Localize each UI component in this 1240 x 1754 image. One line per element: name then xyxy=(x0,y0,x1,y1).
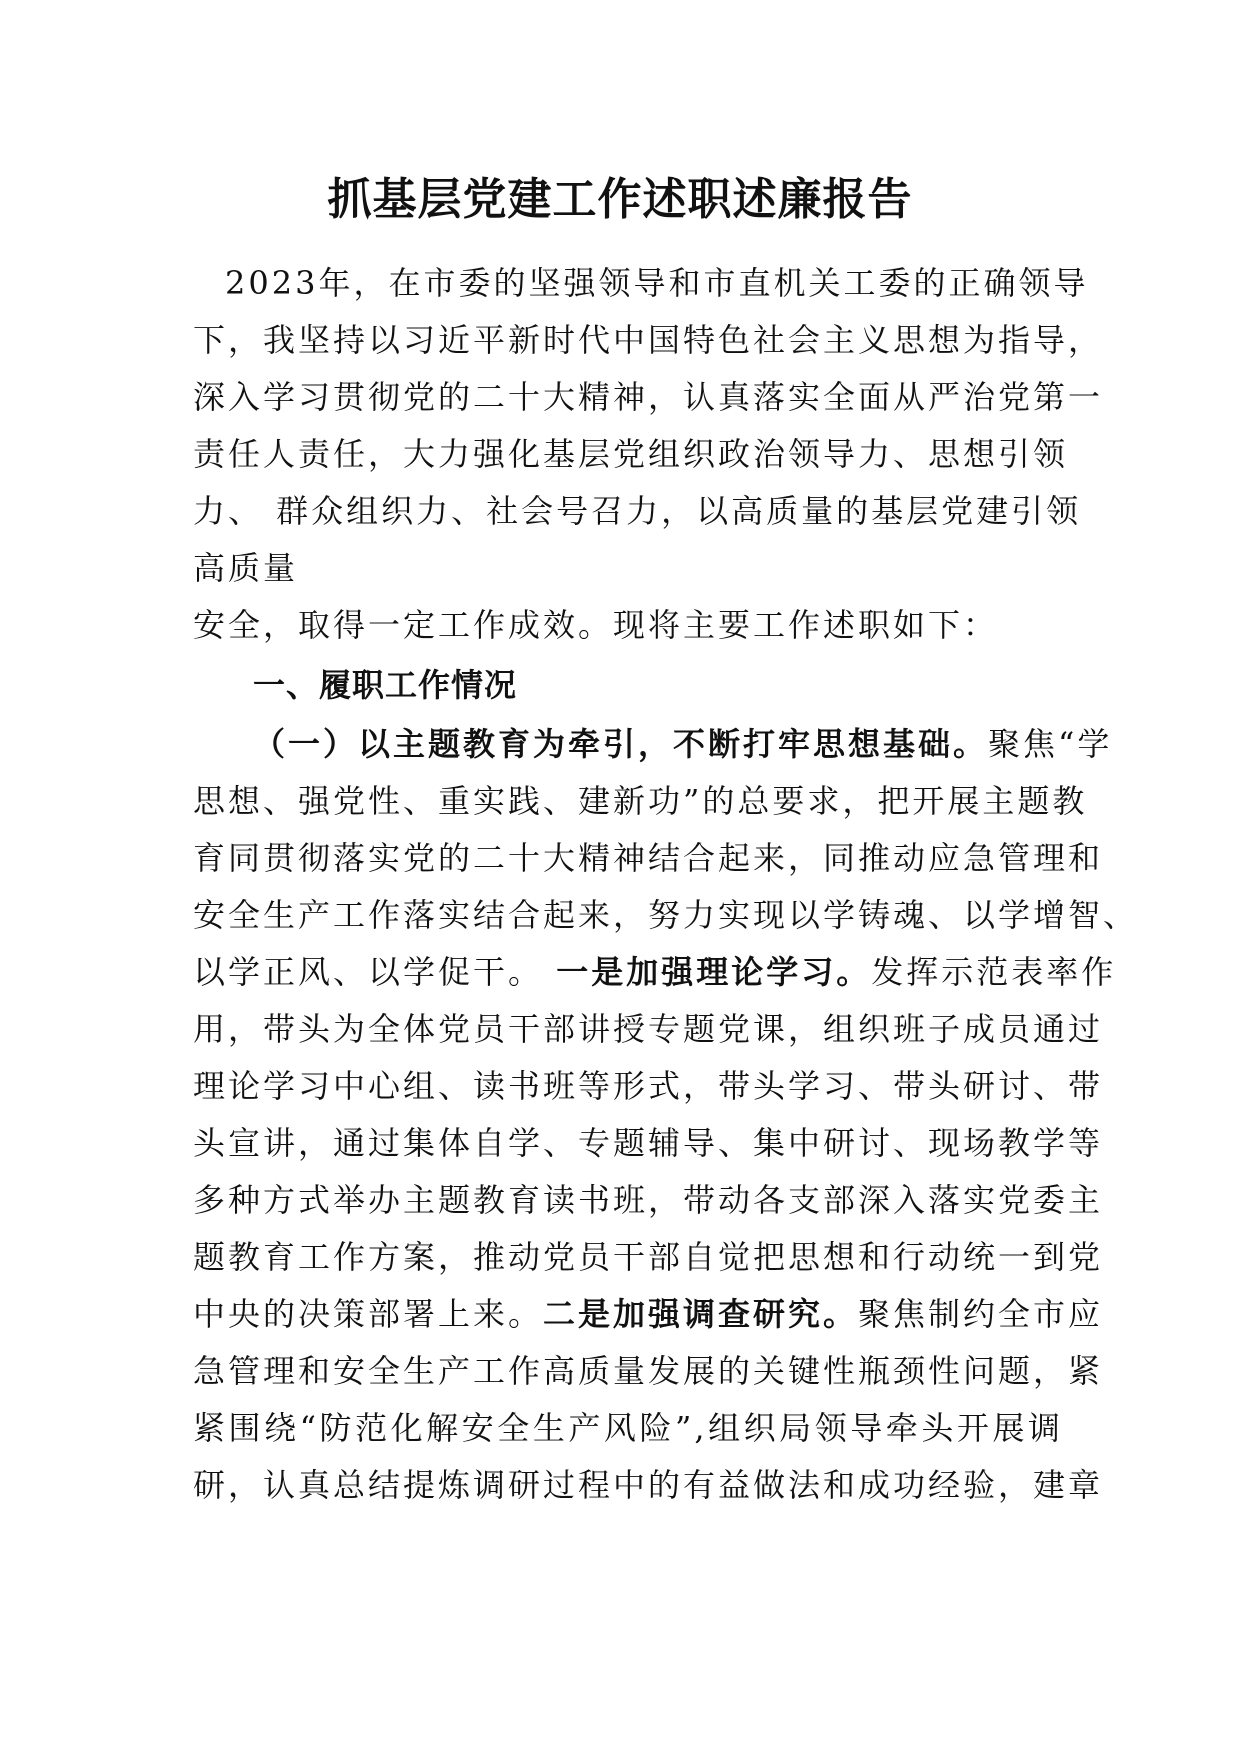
paragraph-line: 深入学习贯彻党的二十大精神，认真落实全面从严治党第一 xyxy=(193,378,1104,416)
paragraph-line: 题教育工作方案，推动党员干部自觉把思想和行动统一到党 xyxy=(193,1238,1104,1276)
paragraph-line: 思想、强党性、重实践、建新功”的总要求，把开展主题教 xyxy=(193,782,1088,820)
document-title: 抓基层党建工作述职述廉报告 xyxy=(327,174,913,225)
paragraph-line: 紧围绕“防范化解安全生产风险”,组织局领导牵头开展调 xyxy=(193,1409,1063,1447)
text-run: 聚焦制约全市应 xyxy=(858,1295,1104,1333)
emphasis-run: 一是加强理论学习。 xyxy=(556,953,872,991)
text-run: 中央的决策部署上来。 xyxy=(193,1295,544,1333)
paragraph-line: 研，认真总结提炼调研过程中的有益做法和成功经验，建章 xyxy=(193,1466,1104,1504)
paragraph-line: 力、 群众组织力、社会号召力，以高质量的基层党建引领 xyxy=(193,492,1082,530)
paragraph-line: 2023年，在市委的坚强领导和市直机关工委的正确领导 xyxy=(225,264,1089,302)
subsection-line xyxy=(253,716,1113,773)
emphasis-run: 二是加强调查研究。 xyxy=(543,1295,859,1333)
paragraph-line: 责任人责任，大力强化基层党组织政治领导力、思想引领 xyxy=(193,435,1069,473)
text-run: 以学正风、以学促干。 xyxy=(193,953,557,991)
paragraph-line-mixed xyxy=(193,1286,1104,1343)
paragraph-line: 急管理和安全生产工作高质量发展的关键性瓶颈性问题，紧 xyxy=(193,1352,1104,1390)
paragraph-line-mixed xyxy=(193,944,1117,1001)
section-heading: 一、履职工作情况 xyxy=(253,666,518,704)
paragraph-line: 理论学习中心组、读书班等形式，带头学习、带头研讨、带 xyxy=(193,1067,1104,1105)
paragraph-line: 头宣讲，通过集体自学、专题辅导、集中研讨、现场教学等 xyxy=(193,1124,1104,1162)
text-run: 发挥示范表率作 xyxy=(871,953,1117,991)
paragraph-line: 安全生产工作落实结合起来，努力实现以学铸魂、以学增智、 xyxy=(193,896,1139,934)
paragraph-line: 用，带头为全体党员干部讲授专题党课，组织班子成员通过 xyxy=(193,1010,1104,1048)
paragraph-line: 安全，取得一定工作成效。现将主要工作述职如下： xyxy=(193,606,999,644)
subsection-heading: （一）以主题教育为牵引，不断打牢思想基础。 xyxy=(253,725,989,763)
paragraph-line: 多种方式举办主题教育读书班，带动各支部深入落实党委主 xyxy=(193,1181,1104,1219)
paragraph-line: 育同贯彻落实党的二十大精神结合起来，同推动应急管理和 xyxy=(193,839,1104,877)
subsection-text: 聚焦“学 xyxy=(988,725,1113,763)
paragraph-line: 高质量 xyxy=(193,549,299,587)
paragraph-line: 下，我坚持以习近平新时代中国特色社会主义思想为指导， xyxy=(193,321,1104,359)
